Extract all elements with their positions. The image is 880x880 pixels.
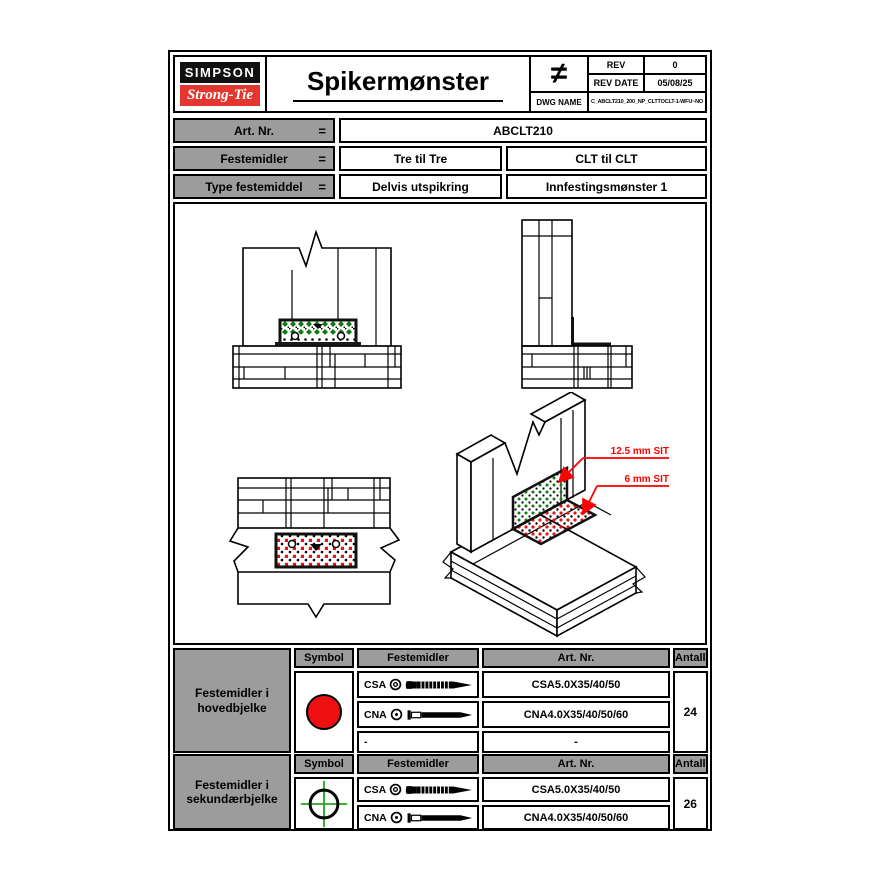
strongtie-mark-icon: ≠ bbox=[531, 57, 589, 93]
fastener-table-hovedbjelke bbox=[173, 648, 707, 753]
cna-head-icon bbox=[390, 708, 403, 721]
csa-screw-icon bbox=[405, 678, 475, 692]
fastener-table-sekundaerbjelke bbox=[173, 754, 707, 830]
fastener-row-cna: CNA bbox=[357, 701, 479, 728]
equals-sign: = bbox=[318, 123, 326, 138]
info-label-text: Art. Nr. bbox=[233, 123, 274, 138]
info-value-a: Tre til Tre bbox=[339, 146, 502, 171]
column-header-festemidler: Festemidler bbox=[357, 648, 479, 668]
title-block bbox=[173, 55, 707, 113]
artnr-cell: CSA5.0X35/40/50 bbox=[482, 671, 670, 698]
column-header-symbol: Symbol bbox=[294, 648, 354, 668]
info-table bbox=[173, 118, 707, 202]
info-label-text: Type festemiddel bbox=[205, 179, 303, 194]
csa-head-icon bbox=[389, 783, 402, 796]
artnr-cell: CNA4.0X35/40/50/60 bbox=[482, 701, 670, 728]
info-row-type-festemiddel bbox=[173, 174, 707, 199]
column-header-antall: Antall bbox=[673, 648, 708, 668]
equals-sign: = bbox=[318, 151, 326, 166]
rev-value: 0 bbox=[645, 57, 705, 75]
column-header-festemidler: Festemidler bbox=[357, 754, 479, 774]
cna-nail-icon bbox=[406, 811, 476, 825]
info-row-art-nr bbox=[173, 118, 707, 143]
fastener-row-csa: CSA bbox=[357, 777, 479, 802]
group-label: Festemidler i hovedbjelke bbox=[173, 648, 291, 753]
strongtie-wordmark: Strong-Tie bbox=[180, 85, 260, 106]
callout-6mm: 6 mm SIT bbox=[624, 474, 669, 485]
info-value: ABCLT210 bbox=[339, 118, 707, 143]
antall-value: 26 bbox=[673, 777, 708, 830]
crosshair-symbol bbox=[299, 779, 349, 829]
title-cell bbox=[267, 57, 529, 111]
fastener-row-cna: CNA bbox=[357, 805, 479, 830]
info-value-a: Delvis utspikring bbox=[339, 174, 502, 199]
csa-head-icon bbox=[389, 678, 402, 691]
artnr-cell: CSA5.0X35/40/50 bbox=[482, 777, 670, 802]
equals-sign: = bbox=[318, 179, 326, 194]
csa-screw-icon bbox=[405, 783, 475, 797]
info-label bbox=[173, 174, 335, 199]
group-label: Festemidler i sekundærbjelke bbox=[173, 754, 291, 830]
artnr-cell: - bbox=[482, 731, 670, 753]
bottom-view-drawing bbox=[228, 474, 400, 620]
symbol-cell bbox=[294, 671, 354, 753]
front-view-drawing bbox=[225, 224, 407, 392]
column-header-antall: Antall bbox=[673, 754, 708, 774]
rev-date-value: 05/08/25 bbox=[645, 75, 705, 93]
callout-12-5mm: 12.5 mm SIT bbox=[610, 446, 669, 457]
fastener-row-csa: CSA bbox=[357, 671, 479, 698]
info-label-text: Festemidler bbox=[220, 151, 288, 166]
info-row-festemidler bbox=[173, 146, 707, 171]
antall-value: 24 bbox=[673, 671, 708, 753]
cna-nail-icon bbox=[406, 708, 476, 722]
rev-label: REV bbox=[589, 57, 645, 75]
dwg-name-label: DWG NAME bbox=[531, 93, 589, 111]
document-frame bbox=[168, 50, 712, 831]
red-circle-symbol bbox=[306, 694, 342, 730]
drawing-area bbox=[173, 202, 707, 645]
symbol-cell bbox=[294, 777, 354, 830]
artnr-cell: CNA4.0X35/40/50/60 bbox=[482, 805, 670, 830]
simpson-wordmark: SIMPSON bbox=[180, 62, 260, 83]
side-view-drawing bbox=[508, 214, 644, 396]
info-value-b: Innfestingsmønster 1 bbox=[506, 174, 707, 199]
column-header-symbol: Symbol bbox=[294, 754, 354, 774]
info-label bbox=[173, 146, 335, 171]
page-title: Spikermønster bbox=[293, 66, 503, 102]
rev-date-label: REV DATE bbox=[589, 75, 645, 93]
revision-block bbox=[529, 57, 705, 111]
info-value-b: CLT til CLT bbox=[506, 146, 707, 171]
column-header-artnr: Art. Nr. bbox=[482, 648, 670, 668]
fastener-row-empty: - bbox=[357, 731, 479, 753]
isometric-view-drawing bbox=[433, 392, 673, 642]
dwg-name-value: C_ABCLT210_200_NP_CLTTOCLT-1-WFU~NO bbox=[591, 99, 703, 105]
brand-logo bbox=[175, 57, 267, 111]
info-label bbox=[173, 118, 335, 143]
cna-head-icon bbox=[390, 811, 403, 824]
column-header-artnr: Art. Nr. bbox=[482, 754, 670, 774]
